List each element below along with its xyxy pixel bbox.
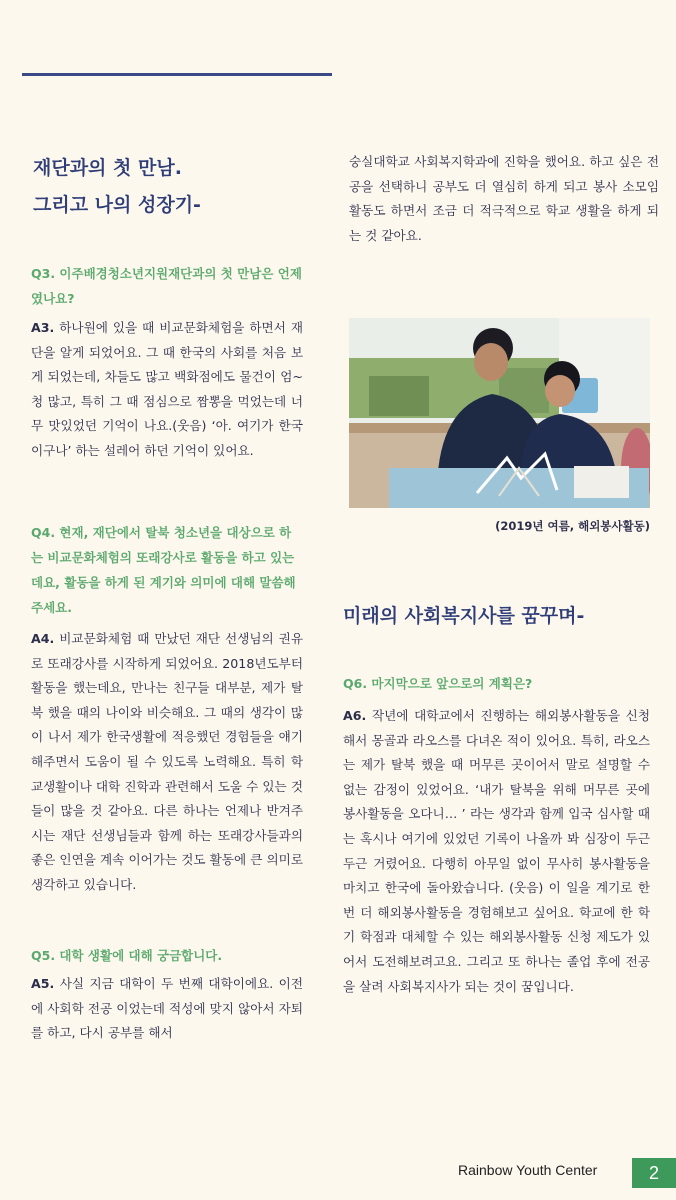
answer-label: A4.: [31, 631, 55, 646]
answer-label: A3.: [31, 320, 55, 335]
question-q4: Q4. 현재, 재단에서 탈북 청소년을 대상으로 하는 비교문화체험의 또래강사로 활동을 하고 있는데요, 활동을 하게 된 계기와 의미에 대해 말씀해 주세요.: [31, 525, 296, 615]
answer-a5: [31, 972, 303, 1046]
answer-label: A6.: [343, 708, 367, 723]
volunteer-photo: [349, 318, 650, 508]
answer-text: 비교문화체험 때 만났던 재단 선생님의 권유로 또래강사를 시작하게 되었어요. 2018년도부터 활동을 했는데요, 만나는 친구들 대부분, 제가 탈북 했을 때의 나이와 비슷해요. 그 때의 생각이 많이 나서 제가 한국생활에 적응했던 경험들을 얘기해주면서 도움이 될 수 있도록 노력해요. 특히 학교생활이나 대학 진학과 관련해서 도울 수 있는 것들이 많을 것 같아요. 다른 하나는 언제나 반겨주시는 재단 선생님들과 함께 하는 또래강사들과의 좋은 인연을 계속 이어가는 것도 활동에 큰 의미로 생각하고 있습니다.: [31, 631, 303, 892]
photo-illustration: [349, 318, 650, 508]
answer-a3: [31, 316, 303, 464]
top-rule: [22, 73, 332, 76]
section-heading-future: 미래의 사회복지사를 꿈꾸며-: [343, 605, 585, 627]
heading-line2: 그리고 나의 성장기-: [33, 194, 201, 216]
footer-organization: Rainbow Youth Center: [458, 1162, 598, 1178]
answer-text: 작년에 대학교에서 진행하는 해외봉사활동을 신청해서 몽골과 라오스를 다녀온 적이 있어요. 특히, 라오스는 제가 탈북 했을 때 머무른 곳이어서 말로 설명할 수 없는 감정이 있었어요. ‘내가 탈북을 위해 머무른 곳에 봉사활동을 오다니… ’ 라는 생각과 함께 입국 심사할 때는 혹시나 여기에 있었던 기록이 나올까 봐 심장이 두근두근 거렸어요. 다행히 아무일 없이 무사히 봉사활동을 마치고 한국에 돌아왔습니다. (웃음) 이 일을 계기로 한 번 더 해외봉사활동을 경험해보고 싶어요. 학교에 한 학기 학점과 대체할 수 있는 해외봉사활동 신청 제도가 있어서 도전해보려고요. 그리고 또 하나는 졸업 후에 전공을 살려 사회복지사가 되는 것이 꿈입니다.: [343, 708, 650, 994]
page-number: 2: [632, 1158, 676, 1188]
answer-a6: [343, 704, 650, 999]
heading-line1: 재단과의 첫 만남.: [33, 157, 182, 179]
answer-text: 사실 지금 대학이 두 번째 대학이에요. 이전에 사회학 전공 이었는데 적성에 맞지 않아서 자퇴를 하고, 다시 공부를 해서: [31, 976, 303, 1041]
question-q6: Q6. 마지막으로 앞으로의 계획은?: [343, 676, 533, 691]
section-heading-first-meeting: [33, 150, 333, 224]
question-q3: Q3. 이주배경청소년지원재단과의 첫 만남은 언제였나요?: [31, 266, 302, 306]
answer-a4: [31, 627, 303, 898]
answer-a5-continued: 숭실대학교 사회복지학과에 진학을 했어요. 하고 싶은 전공을 선택하니 공부도 더 열심히 하게 되고 봉사 소모임 활동도 하면서 조금 더 적극적으로 학교 생활을 하게 되는 것 같아요.: [349, 154, 659, 243]
answer-text: 하나원에 있을 때 비교문화체험을 하면서 재단을 알게 되었어요. 그 때 한국의 사회를 처음 보게 되었는데, 차들도 많고 백화점에도 물건이 엄~청 많고, 특히 그 때 점심으로 짬뽕을 먹었는데 너무 맛있었던 기억이 나요.(웃음) ‘아. 여기가 한국이구나’ 하는 설레어 하던 기억이 있어요.: [31, 320, 303, 458]
question-q5: Q5. 대학 생활에 대해 궁금합니다.: [31, 948, 223, 963]
photo-caption: (2019년 여름, 해외봉사활동): [495, 519, 650, 533]
answer-label: A5.: [31, 976, 55, 991]
